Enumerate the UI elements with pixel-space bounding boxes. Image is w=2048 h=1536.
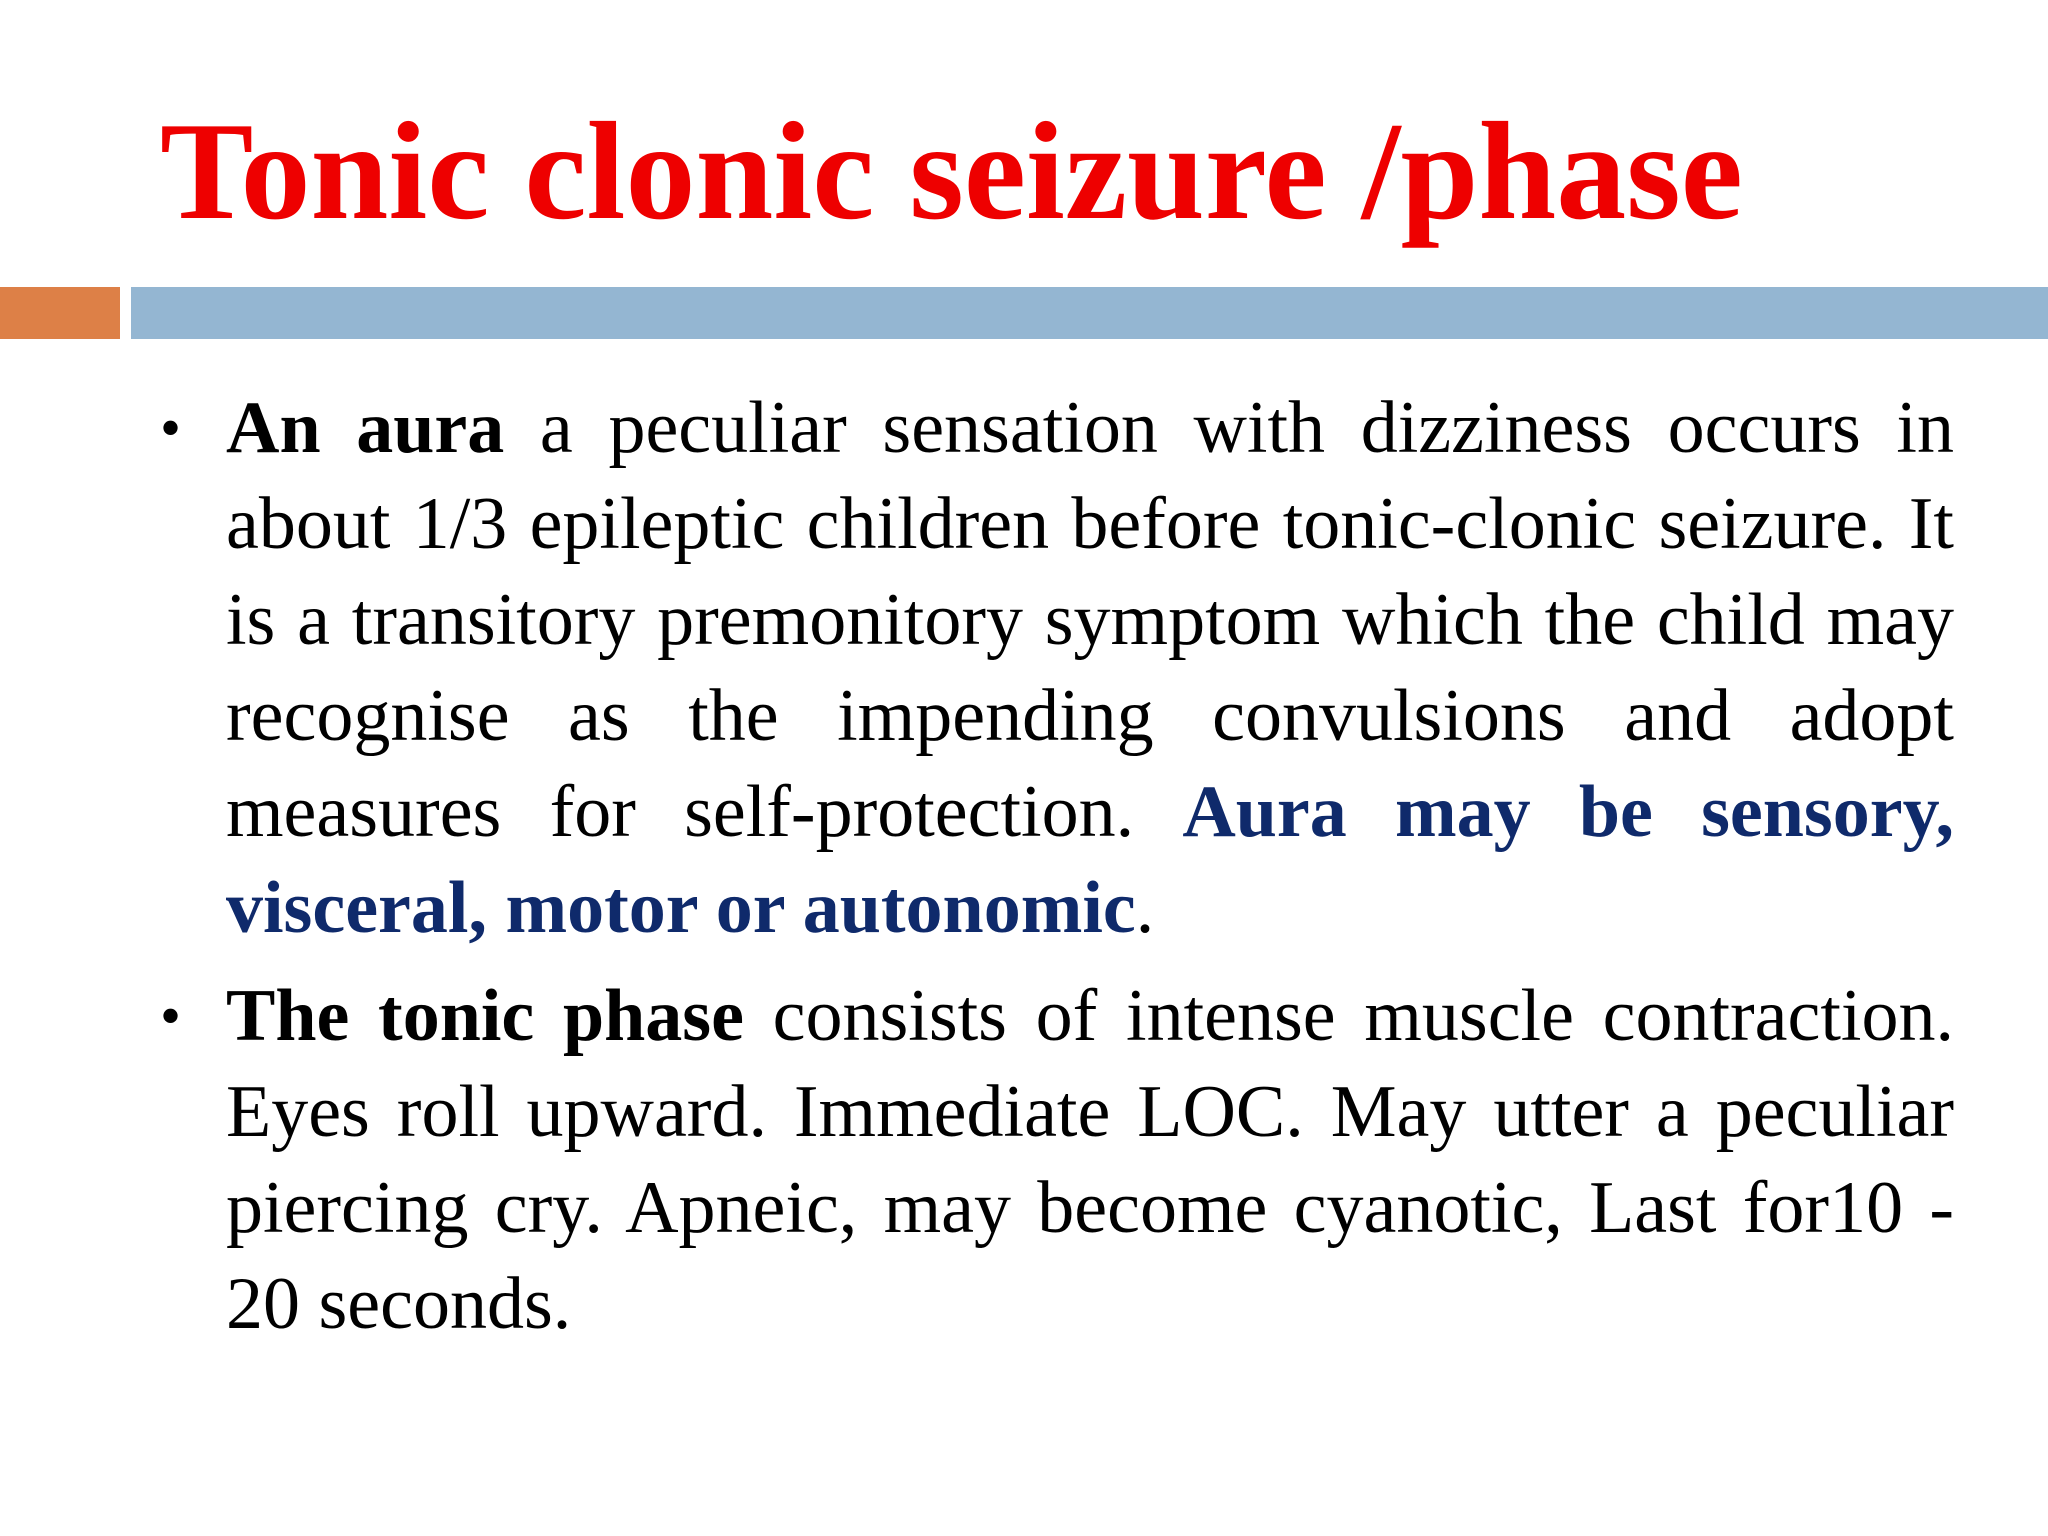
slide-title: Tonic clonic seizure /phase bbox=[160, 94, 1743, 249]
bullet-icon: • bbox=[160, 395, 182, 461]
bullet-aura-tail: . bbox=[1135, 867, 1155, 949]
bullet-aura-text: a peculiar sensation with dizziness occurs in about 1/3 epileptic children before tonic-clonic seizure. It is a transitory premonitory symptom which the child may recognise as the impending convulsions and adopt measures for self-protection. bbox=[226, 387, 1954, 853]
bullet-tonic-lead: The tonic phase bbox=[226, 975, 744, 1057]
bullet-aura-lead: An aura bbox=[226, 387, 505, 469]
bullet-aura bbox=[160, 380, 1954, 956]
bullet-list bbox=[160, 380, 1954, 1364]
bullet-tonic-text: consists of intense muscle contraction. Eyes roll upward. Immediate LOC. May utter a peculiar piercing cry. Apneic, may become cyanotic, Last for10 - 20 seconds. bbox=[226, 975, 1954, 1345]
accent-bar-left bbox=[0, 287, 120, 339]
bullet-tonic-phase bbox=[160, 968, 1954, 1352]
bullet-icon: • bbox=[160, 983, 182, 1049]
accent-bar-right bbox=[131, 287, 2048, 339]
bullet-aura-highlight: Aura may be sensory, visceral, motor or autonomic bbox=[226, 771, 1954, 949]
